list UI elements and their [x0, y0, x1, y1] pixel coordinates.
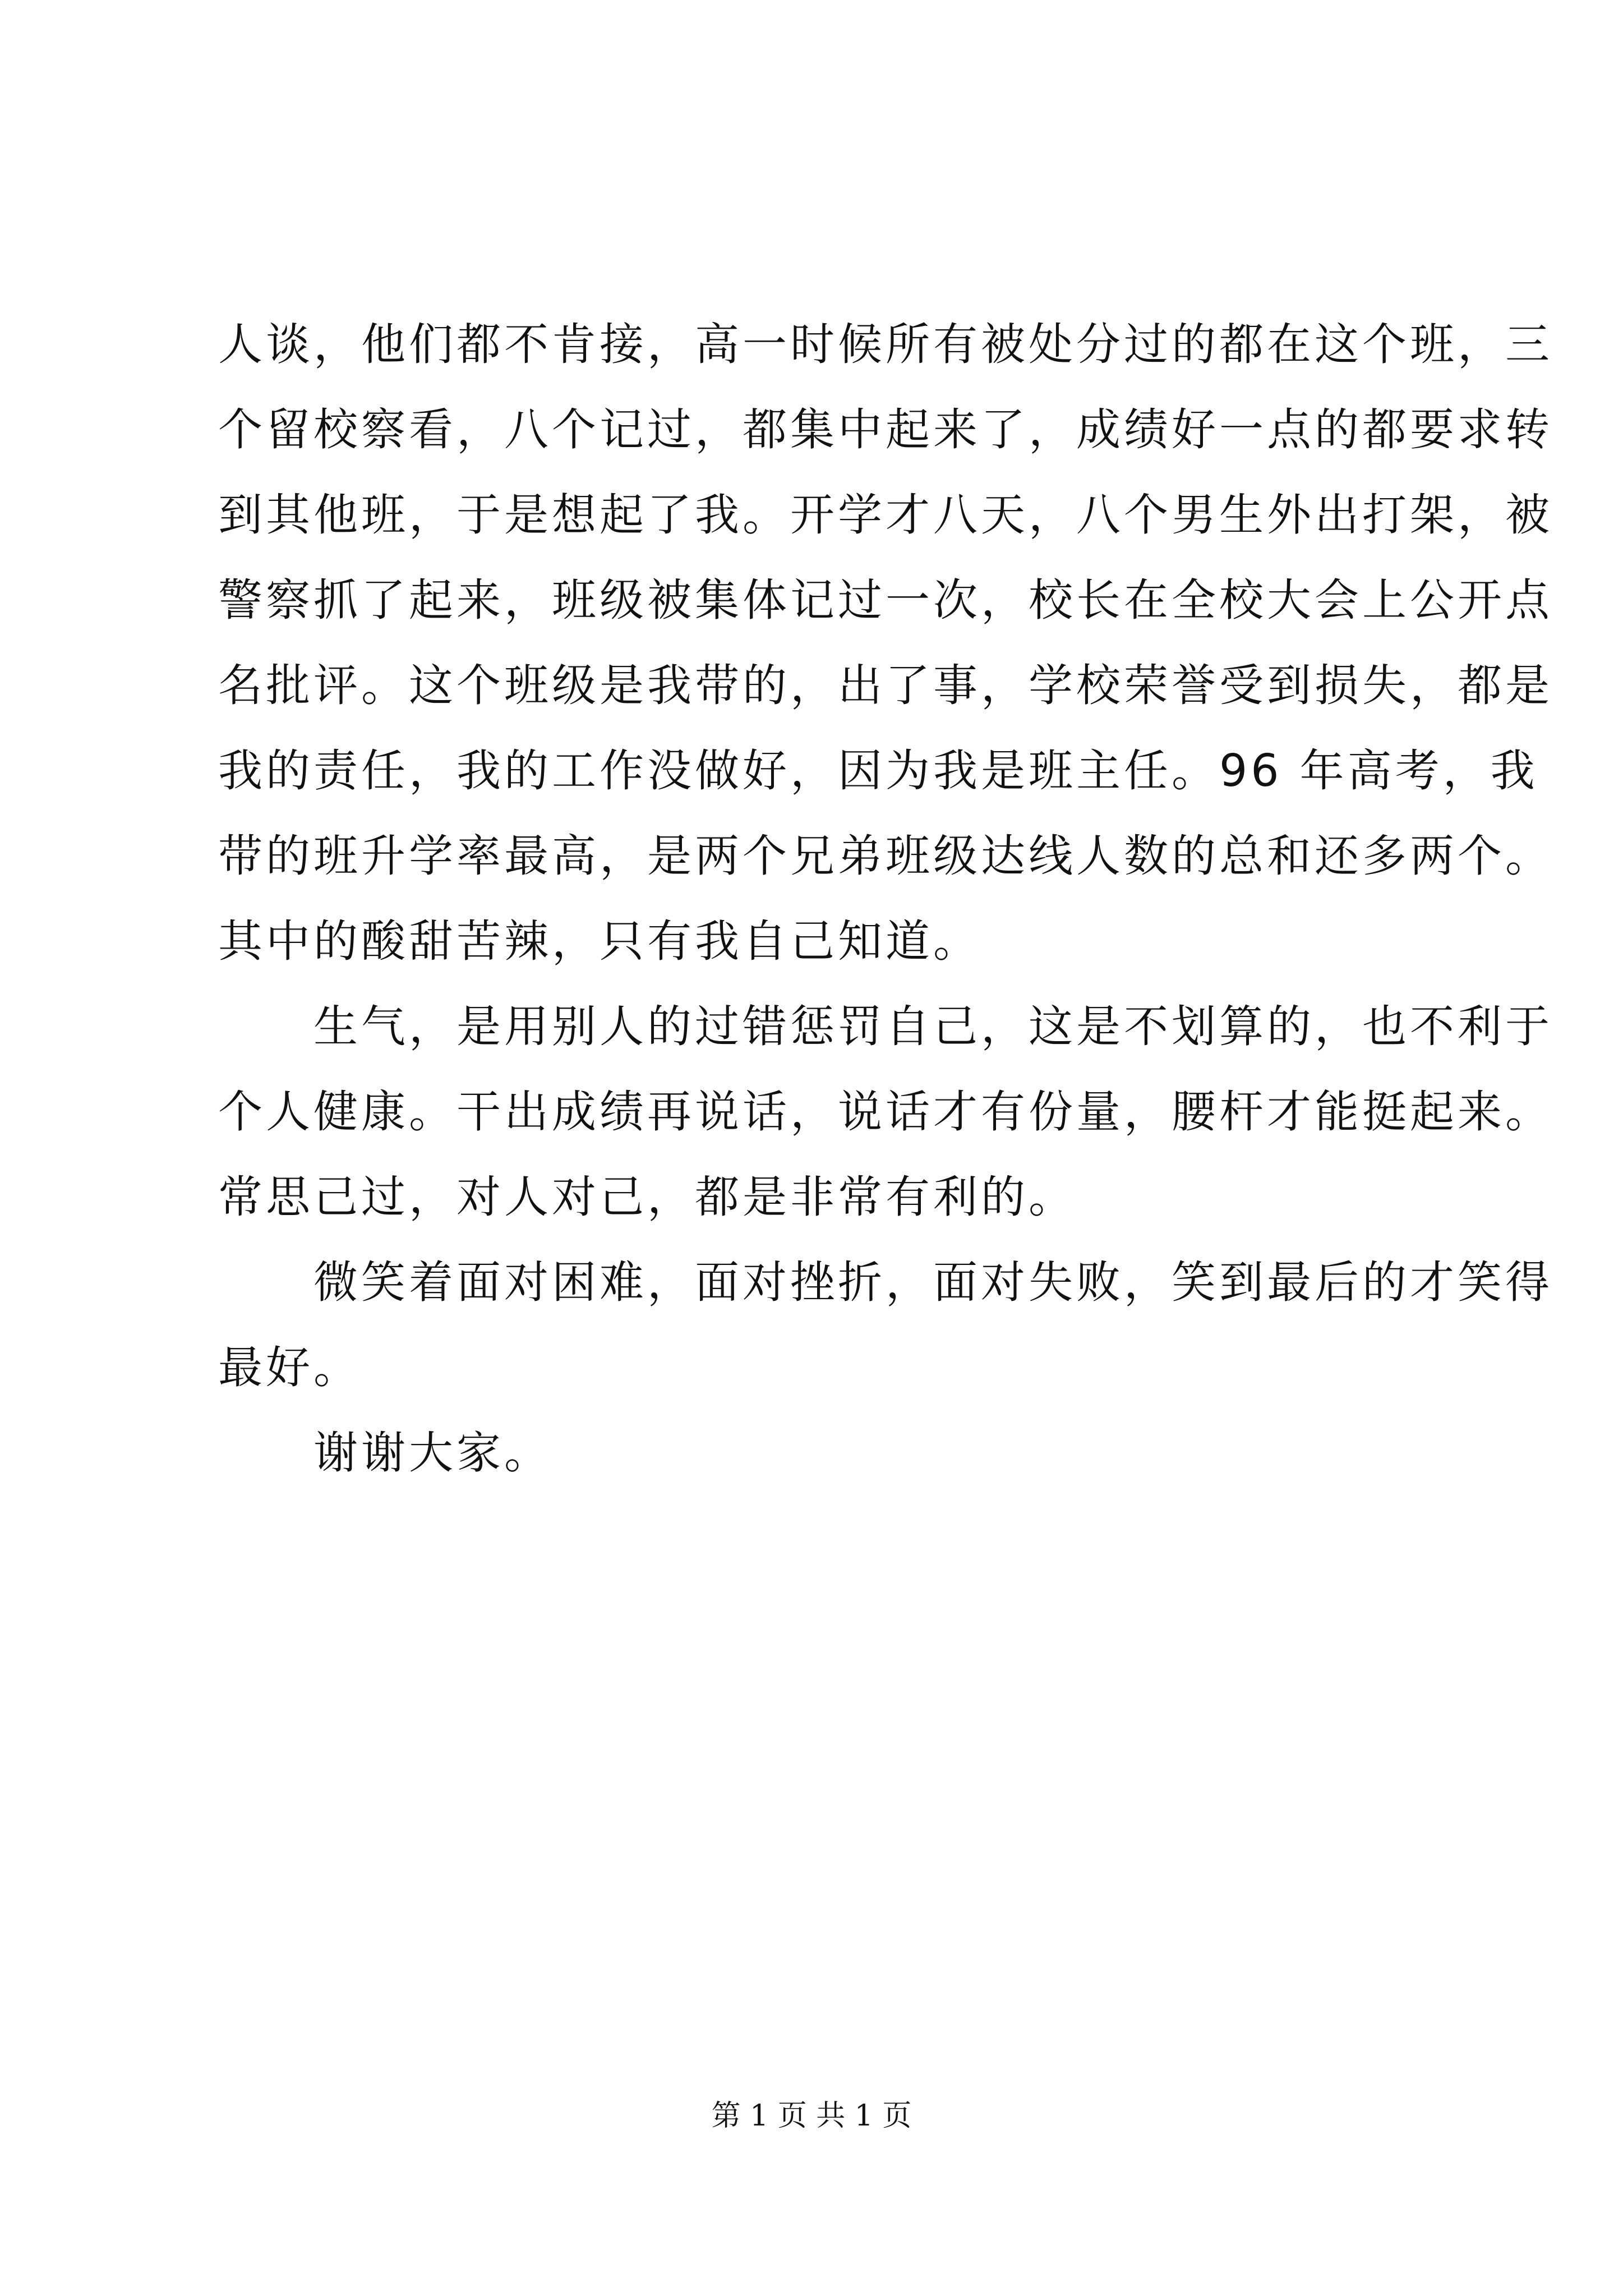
- text-line: 带的班升学率最高，是两个兄弟班级达线人数的总和还多两个。: [218, 830, 1553, 882]
- text-line: 个留校察看，八个记过，都集中起来了，成绩好一点的都要求转: [218, 404, 1553, 455]
- text-line: 微笑着面对困难，面对挫折，面对失败，笑到最后的才笑得: [218, 1257, 1553, 1308]
- text-line: 最好。: [218, 1342, 361, 1393]
- text-line: 其中的酸甜苦辣，只有我自己知道。: [218, 915, 981, 967]
- text-line: 警察抓了起来，班级被集体记过一次，校长在全校大会上公开点: [218, 574, 1553, 626]
- text-line: 名批评。这个班级是我带的，出了事，学校荣誉受到损失，都是: [218, 660, 1553, 711]
- text-line: 生气，是用别人的过错惩罚自己，这是不划算的，也不利于: [218, 1001, 1553, 1052]
- text-line: 常思己过，对人对己，都是非常有利的。: [218, 1171, 1076, 1223]
- text-line: 谢谢大家。: [218, 1427, 552, 1479]
- text-line: 人谈，他们都不肯接，高一时候所有被处分过的都在这个班，三: [218, 319, 1553, 370]
- text-line: 个人健康。干出成绩再说话，说话才有份量，腰杆才能挺起来。: [218, 1086, 1553, 1138]
- document-body: [218, 302, 1553, 1496]
- text-line: 到其他班，于是想起了我。开学才八天，八个男生外出打架，被: [218, 489, 1553, 541]
- text-line: 我的责任，我的工作没做好，因为我是班主任。96 年高考，我: [218, 745, 1538, 797]
- page-number-footer: 第 1 页 共 1 页: [711, 2099, 912, 2133]
